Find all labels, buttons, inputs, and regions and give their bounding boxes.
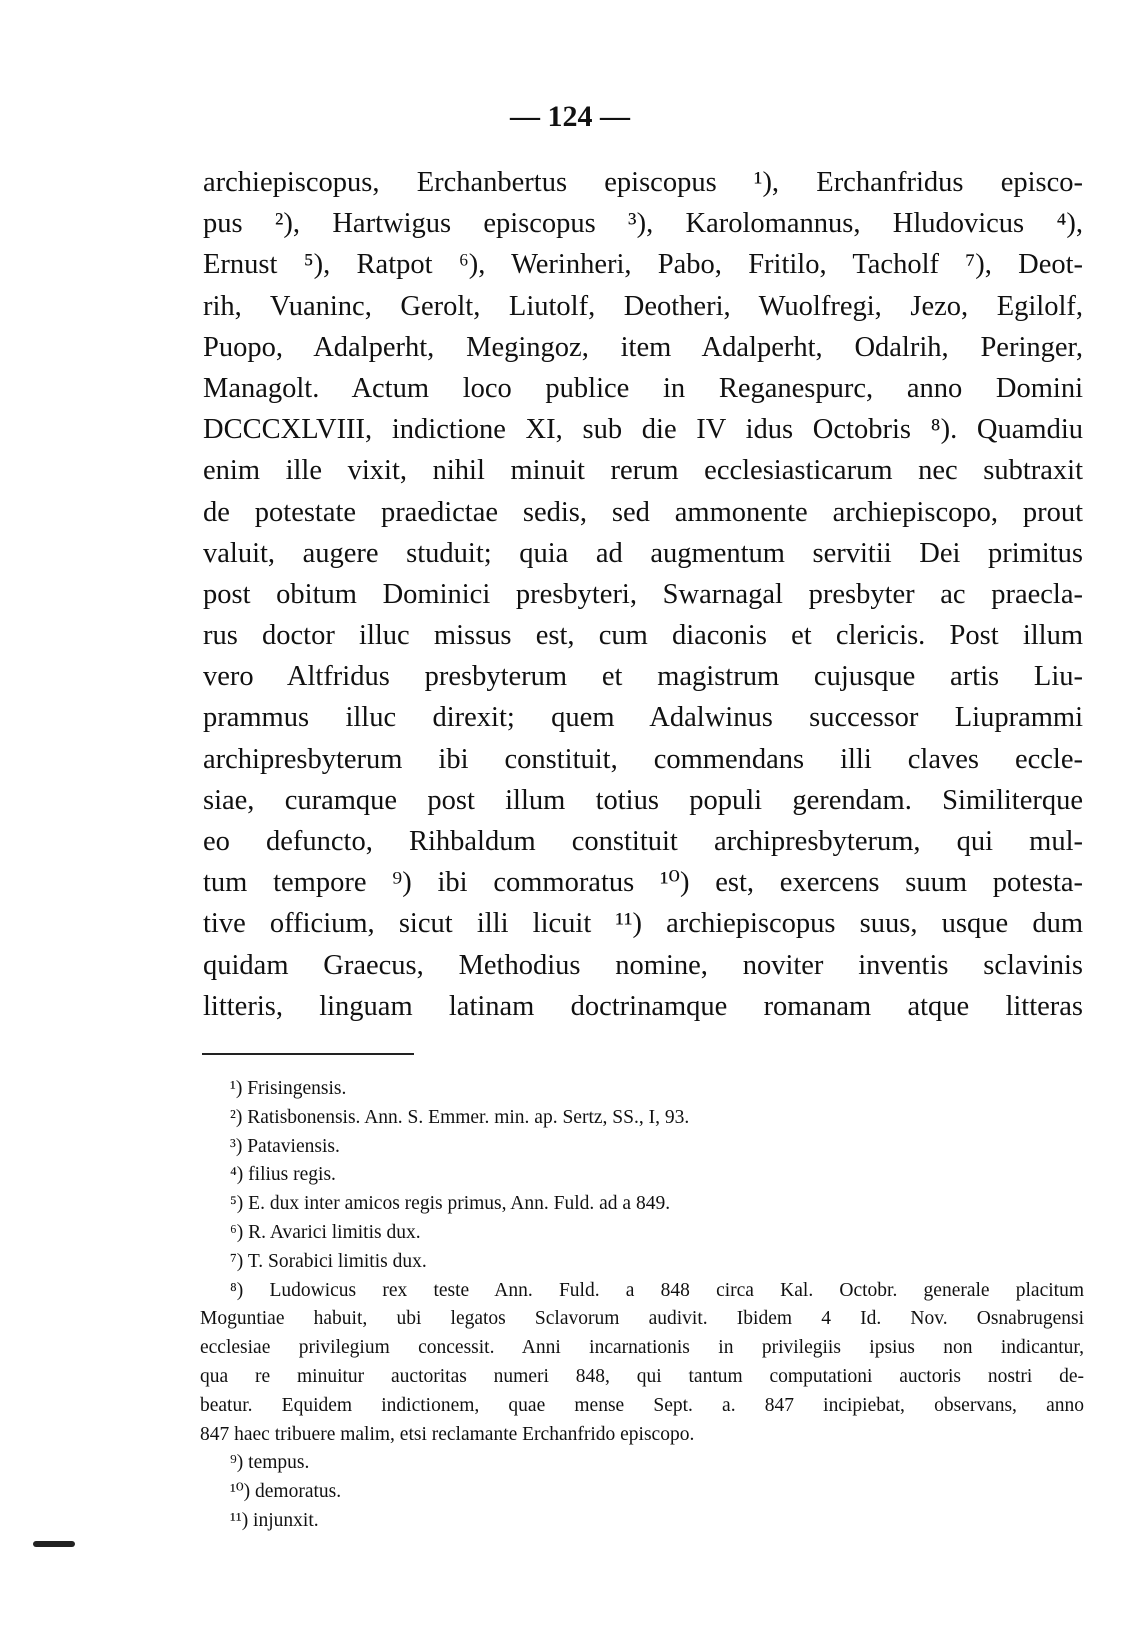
footnote-6: ⁶) R. Avarici limitis dux.	[230, 1221, 421, 1243]
footnote-2: ²) Ratisbonensis. Ann. S. Emmer. min. ap. Sertz, SS., I, 93.	[230, 1106, 690, 1128]
body-line: pus ²), Hartwigus episcopus ³), Karolomannus, Hludovicus ⁴),	[203, 208, 1083, 240]
footnote-8-line: ⁸) Ludowicus rex teste Ann. Fuld. a 848 circa Kal. Octobr. generale placitum	[230, 1279, 1084, 1301]
body-line: Managolt. Actum loco publice in Reganespurc, anno Domini	[203, 372, 1083, 404]
body-line: enim ille vixit, nihil minuit rerum ecclesiasticarum nec subtraxit	[203, 455, 1083, 487]
footnote-8	[200, 1277, 1084, 1450]
body-line: archiepiscopus, Erchanbertus episcopus ¹), Erchanfridus episco-	[203, 167, 1083, 198]
body-line: rih, Vuaninc, Gerolt, Liutolf, Deotheri, Wuolfregi, Jezo, Egilolf,	[203, 290, 1083, 322]
footnote-8-line: Moguntiae habuit, ubi legatos Sclavorum audivit. Ibidem 4 Id. Nov. Osnabrugensi	[200, 1308, 1084, 1330]
body-line: Ernust ⁵), Ratpot ⁶), Werinheri, Pabo, Fritilo, Tacholf ⁷), Deot-	[203, 249, 1083, 281]
body-line: archipresbyterum ibi constituit, commendans illi claves eccle-	[203, 743, 1083, 775]
body-line: rus doctor illuc missus est, cum diaconis et clericis. Post illum	[203, 620, 1083, 652]
body-line: litteris, linguam latinam doctrinamque romanam atque litteras	[203, 990, 1083, 1022]
page-number: — 124 —	[510, 100, 630, 133]
body-line: de potestate praedictae sedis, sed ammonente archiepiscopo, prout	[203, 496, 1083, 528]
body-line: DCCCXLVIII, indictione XI, sub die IV idus Octobris ⁸). Quamdiu	[203, 414, 1083, 446]
body-line: siae, curamque post illum totius populi gerendam. Similiterque	[203, 784, 1083, 816]
footnote-4: ⁴) filius regis.	[230, 1164, 336, 1186]
footnotes	[200, 1075, 1084, 1536]
footnote-8-line: 847 haec tribuere malim, etsi reclamante Erchanfrido episcopo.	[200, 1423, 695, 1445]
footnote-9: ⁹) tempus.	[230, 1452, 310, 1474]
body-line: quidam Graecus, Methodius nomine, noviter inventis sclavinis	[203, 949, 1083, 981]
body-line: prammus illuc direxit; quem Adalwinus successor Liuprammi	[203, 702, 1083, 734]
footnote-7: ⁷) T. Sorabici limitis dux.	[230, 1250, 427, 1272]
body-line: tum tempore ⁹) ibi commoratus ¹⁰) est, exercens suum potesta-	[203, 867, 1083, 899]
footnote-8-line: qua re minuitur auctoritas numeri 848, qui tantum computationi auctoris nostri de-	[200, 1365, 1084, 1387]
footnote-3: ³) Pataviensis.	[230, 1135, 340, 1157]
footnote-1: ¹) Frisingensis.	[230, 1078, 347, 1099]
footnote-5: ⁵) E. dux inter amicos regis primus, Ann. Fuld. ad a 849.	[230, 1193, 671, 1215]
footnote-8-line: beatur. Equidem indictionem, quae mense Sept. a. 847 incipiebat, observans, anno	[200, 1394, 1084, 1416]
body-line: post obitum Dominici presbyteri, Swarnagal presbyter ac praecla-	[203, 578, 1083, 610]
scan-ink-mark	[33, 1541, 75, 1547]
footnote-separator	[202, 1053, 414, 1055]
body-line: tive officium, sicut illi licuit ¹¹) archiepiscopus suus, usque dum	[203, 908, 1083, 940]
main-text	[203, 162, 1083, 1027]
body-line: valuit, augere studuit; quia ad augmentum servitii Dei primitus	[203, 537, 1083, 569]
body-line: vero Altfridus presbyterum et magistrum cujusque artis Liu-	[203, 661, 1083, 693]
footnote-11: ¹¹) injunxit.	[230, 1509, 319, 1531]
body-line: Puopo, Adalperht, Megingoz, item Adalperht, Odalrih, Peringer,	[203, 331, 1083, 363]
footnote-8-line: ecclesiae privilegium concessit. Anni incarnationis in privilegiis ipsius non indicantur,	[200, 1337, 1084, 1359]
footnote-10: ¹⁰) demoratus.	[230, 1481, 342, 1503]
body-line: eo defuncto, Rihbaldum constituit archipresbyterum, qui mul-	[203, 826, 1083, 857]
